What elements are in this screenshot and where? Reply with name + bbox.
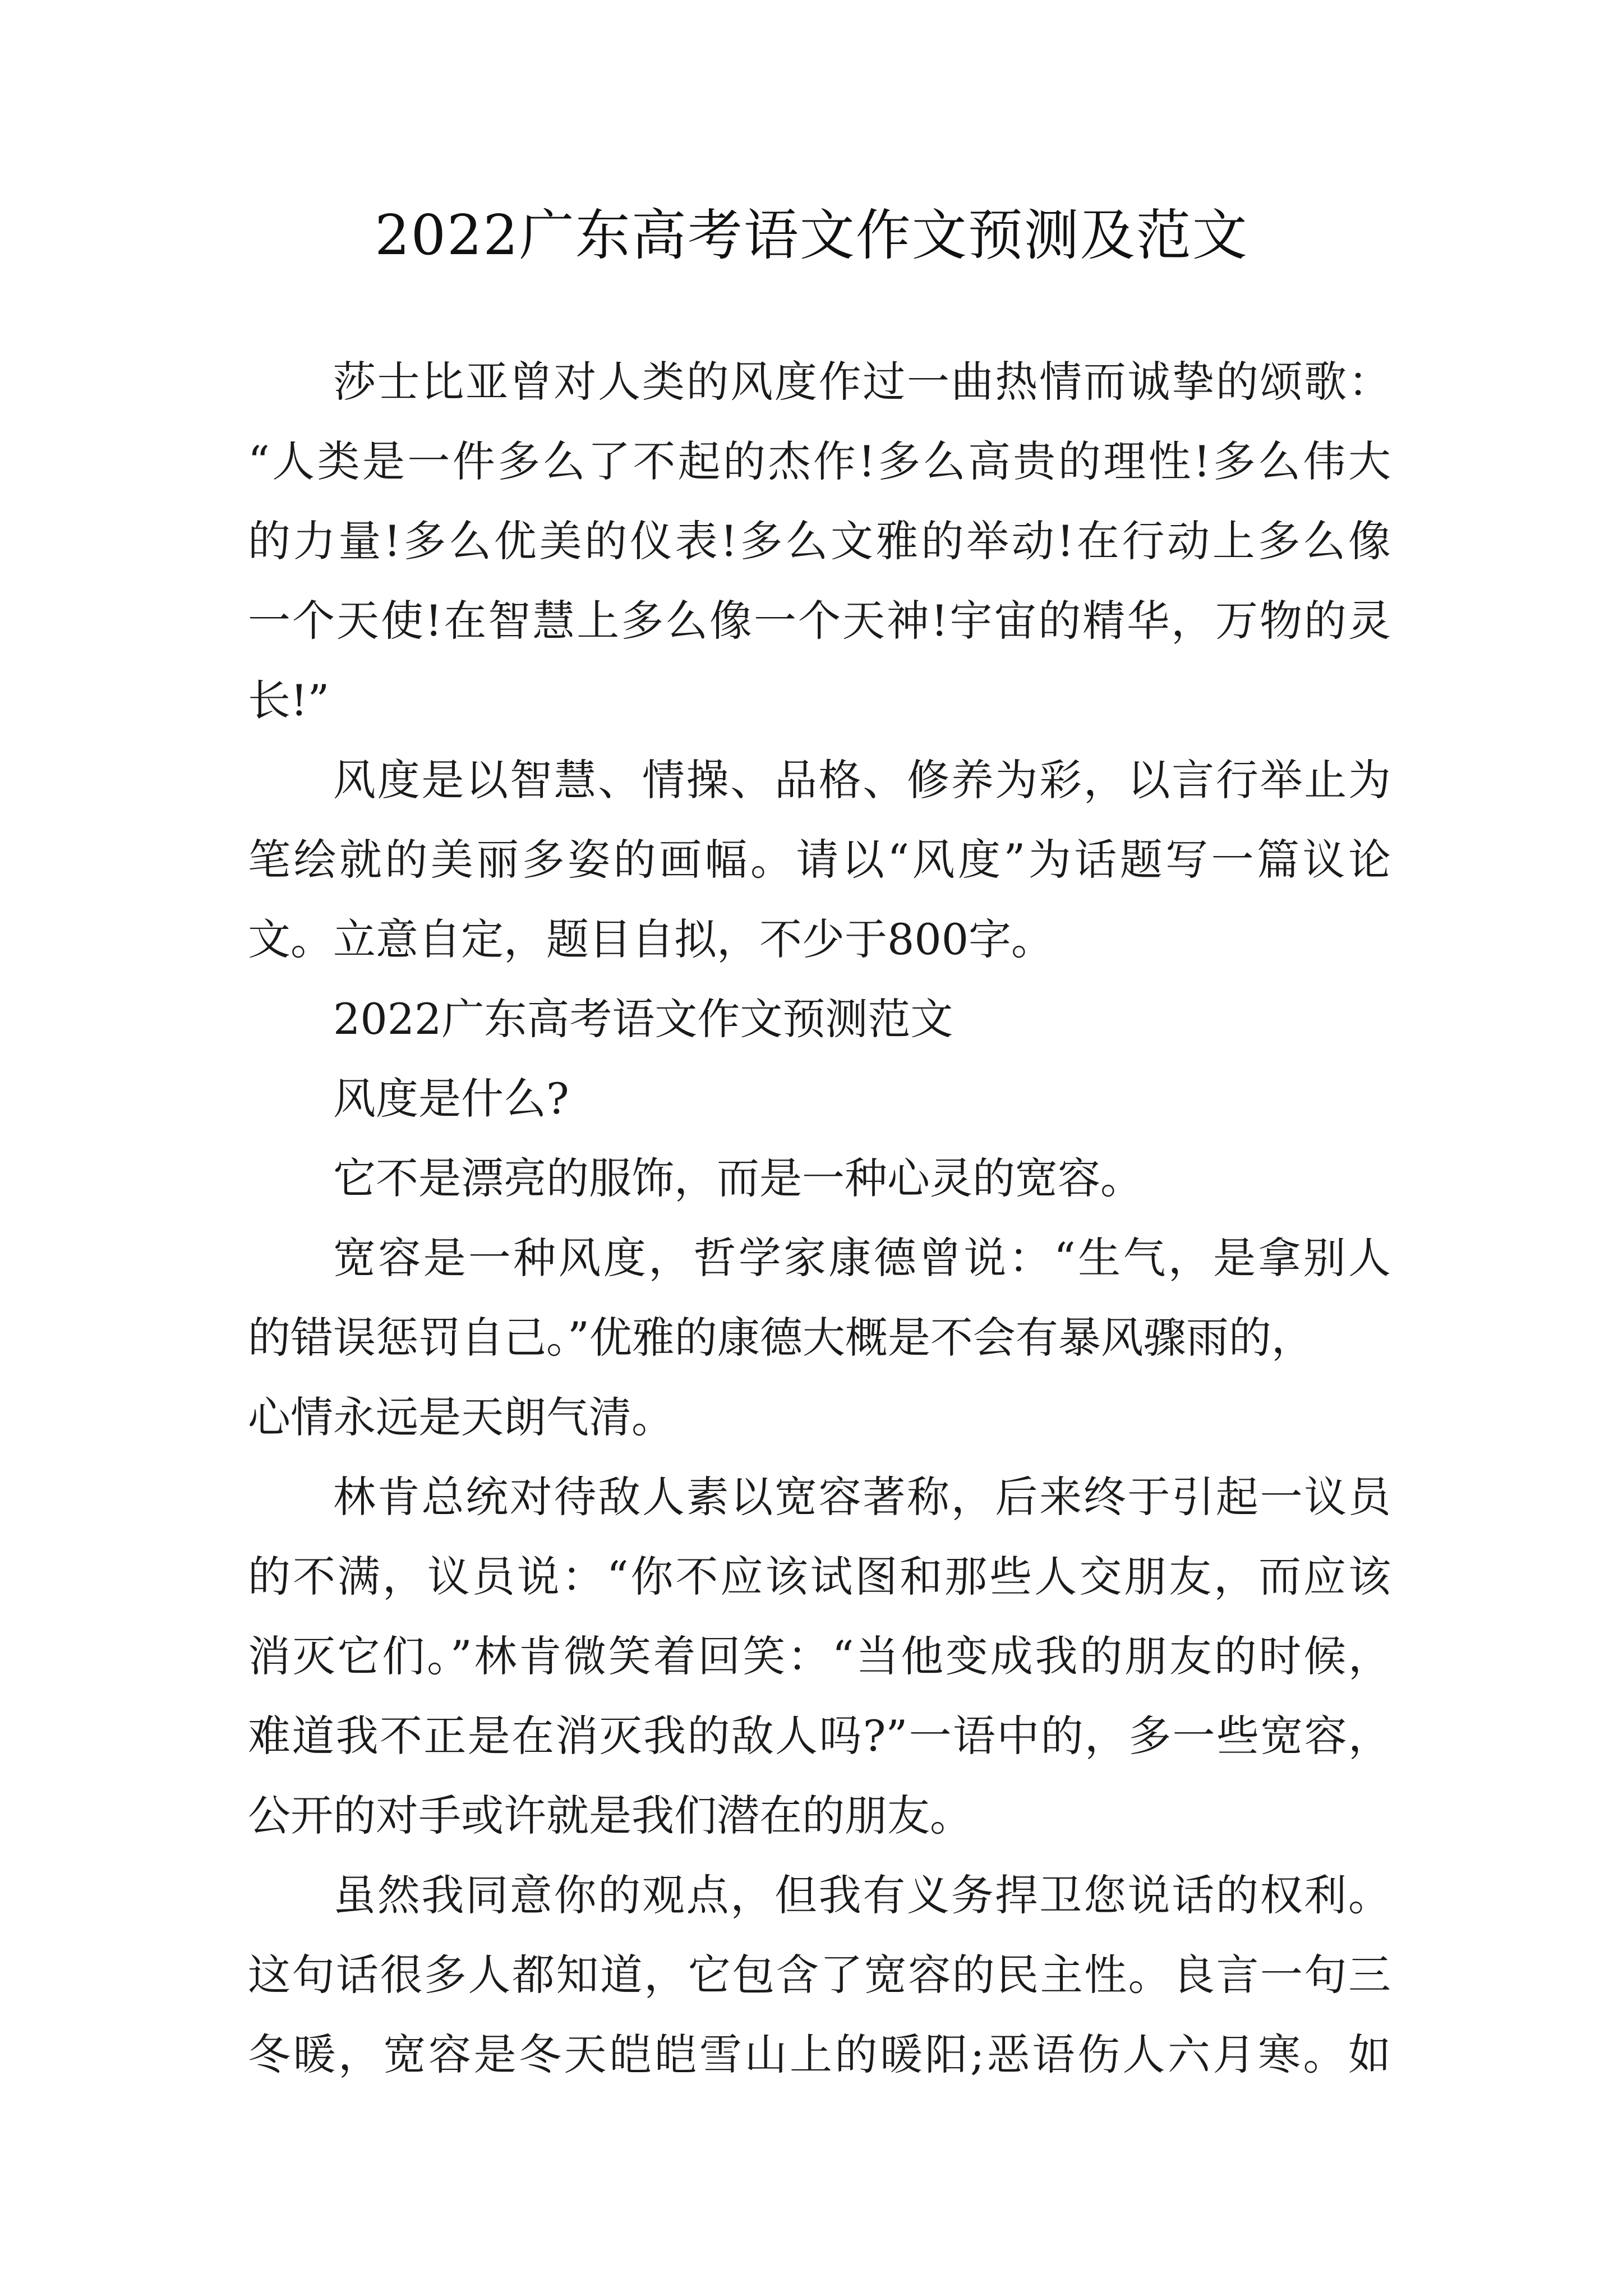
text-line: 林肯总统对待敌人素以宽容著称，后来终于引起一议员 xyxy=(333,1472,1391,1522)
text-line: 长!” xyxy=(248,675,330,725)
text-line: 的错误惩罚自己。”优雅的康德大概是不会有暴风骤雨的， xyxy=(248,1313,1314,1363)
text-line: 的力量!多么优美的仪表!多么文雅的举动!在行动上多么像 xyxy=(248,516,1391,566)
text-line: 宽容是一种风度，哲学家康德曾说：“生气，是拿别人 xyxy=(333,1233,1391,1283)
text-line: 难道我不正是在消灭我的敌人吗?”一语中的，多一些宽容， xyxy=(248,1711,1391,1761)
text-line: 公开的对手或许就是我们潜在的朋友。 xyxy=(248,1791,972,1841)
text-line: 消灭它们。”林肯微笑着回笑：“当他变成我的朋友的时候， xyxy=(248,1631,1391,1681)
text-line: 文。立意自定，题目自拟，不少于800字。 xyxy=(248,914,1054,964)
text-line: 莎士比亚曾对人类的风度作过一曲热情而诚挚的颂歌： xyxy=(333,357,1391,407)
text-line: 2022广东高考语文作文预测范文 xyxy=(333,994,953,1044)
text-line: 这句话很多人都知道，它包含了宽容的民主性。良言一句三 xyxy=(248,1950,1391,2000)
text-line: 风度是以智慧、情操、品格、修养为彩，以言行举止为 xyxy=(333,755,1391,805)
text-line: 心情永远是天朗气清。 xyxy=(248,1392,674,1442)
text-line: 风度是什么? xyxy=(333,1074,569,1124)
text-line: 它不是漂亮的服饰，而是一种心灵的宽容。 xyxy=(333,1153,1143,1203)
text-line: 冬暖，宽容是冬天皑皑雪山上的暖阳;恶语伤人六月寒。如 xyxy=(248,2030,1391,2079)
text-line: 笔绘就的美丽多姿的画幅。请以“风度”为话题写一篇议论 xyxy=(248,835,1391,885)
text-line: 虽然我同意你的观点，但我有义务捍卫您说话的权利。 xyxy=(333,1870,1391,1920)
text-line: 的不满，议员说：“你不应该试图和那些人交朋友，而应该 xyxy=(248,1552,1391,1602)
text-line: “人类是一件多么了不起的杰作!多么高贵的理性!多么伟大 xyxy=(248,436,1391,486)
text-line: 一个天使!在智慧上多么像一个天神!宇宙的精华，万物的灵 xyxy=(248,596,1391,646)
document-title: 2022广东高考语文作文预测及范文 xyxy=(375,204,1248,268)
document-body xyxy=(248,342,1391,2095)
